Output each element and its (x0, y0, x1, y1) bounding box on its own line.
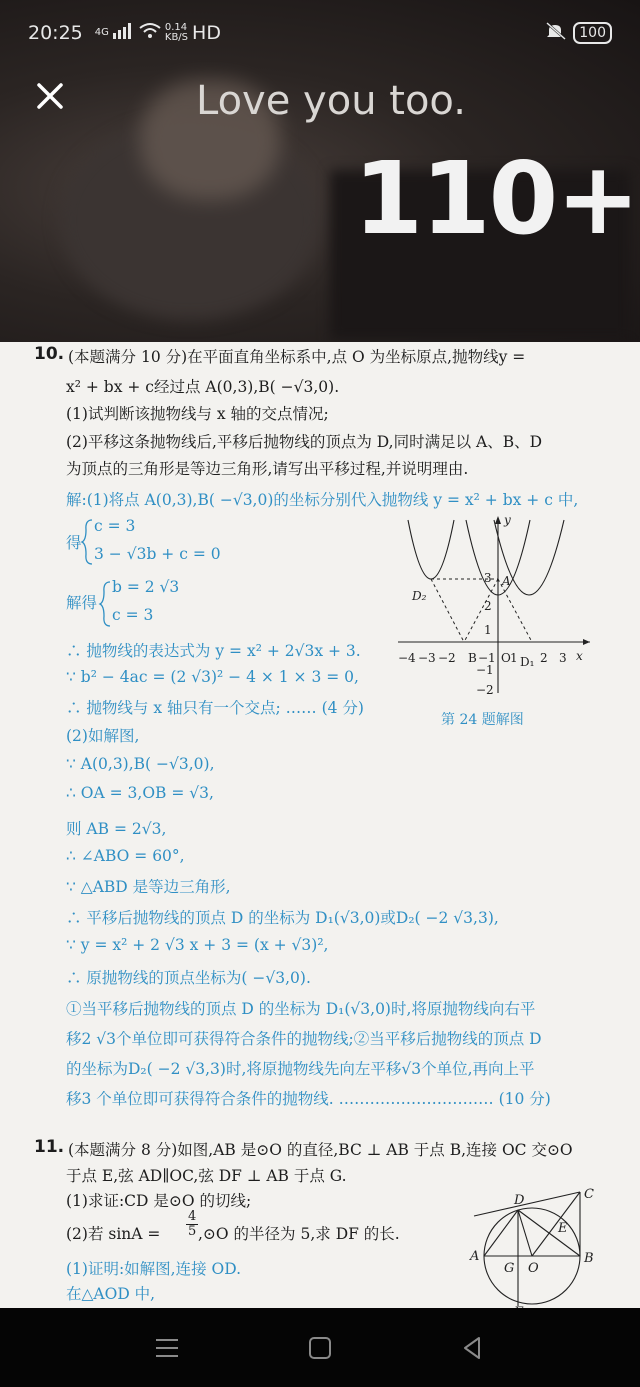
solution-text: ∵ b² − 4ac = (2 √3)² − 4 × 1 × 3 = 0, (66, 668, 359, 686)
point-label-d: D (514, 1193, 525, 1208)
point-label-g: G (504, 1261, 515, 1276)
point-label-b: B (584, 1251, 594, 1266)
y-tick: −1 (476, 663, 494, 677)
mute-icon (545, 22, 567, 45)
point-label-b: B (468, 651, 477, 665)
y-tick: −2 (476, 683, 494, 697)
network-type: 4G (94, 27, 109, 38)
hd-indicator: HD (192, 22, 221, 44)
solution-text: ∴ 抛物线的表达式为 y = x² + 2√3x + 3. (66, 642, 361, 660)
solution-text: ∴ 原抛物线的顶点坐标为( −√3,0). (66, 969, 311, 987)
parabola-d2 (408, 520, 454, 579)
home-icon (303, 1332, 337, 1364)
question-text: (本题满分 8 分)如图,AB 是⊙O 的直径,BC ⊥ AB 于点 B,连接 OC 交⊙O (68, 1141, 573, 1159)
wifi-icon (139, 22, 161, 44)
question-text: (1)求证:CD 是⊙O 的切线; (66, 1192, 252, 1210)
solution-text: 移3 个单位即可获得符合条件的抛物线. ………………………… (10 分) (66, 1090, 551, 1108)
solution-text: (2)如解图, (66, 727, 140, 745)
status-right (545, 22, 612, 45)
brace (98, 580, 112, 628)
solution-text: ∵ △ABD 是等边三角形, (66, 878, 231, 896)
question-number: 11. (34, 1137, 65, 1157)
point-label-d1: D₁ (520, 655, 535, 669)
document-page (0, 342, 640, 1308)
like-count: 110+ (353, 140, 638, 257)
story-caption: Love you too. (196, 78, 466, 124)
solution-text: (1)证明:如解图,连接 OD. (66, 1260, 242, 1278)
story-background (0, 0, 640, 342)
close-icon (30, 76, 70, 116)
question-text: (2)若 sinA = (66, 1225, 161, 1243)
back-icon (455, 1332, 489, 1364)
back-button[interactable] (455, 1332, 489, 1364)
y-tick: 3 (484, 571, 492, 585)
solution-text: 解:(1)将点 A(0,3),B( −√3,0)的坐标分别代入抛物线 y = x² + bx + c 中, (66, 491, 579, 509)
home-button[interactable] (303, 1332, 337, 1364)
brace (80, 518, 94, 566)
solution-text: 得 (66, 534, 82, 552)
x-tick: −3 (418, 651, 436, 665)
dashed-line (498, 579, 532, 642)
status-time: 20:25 (28, 22, 83, 44)
status-bar (28, 18, 612, 48)
signal-icon (113, 22, 131, 44)
solution-text: c = 3 (94, 517, 136, 535)
x-tick: 3 (559, 651, 567, 665)
point-label-o: O (528, 1261, 539, 1276)
fraction: 4 5 (188, 1209, 197, 1239)
point-label-a: A (502, 574, 511, 588)
solution-text: 的坐标为D₂( −2 √3,3)时,将原抛物线先向左平移√3个单位,再向上平 (66, 1060, 535, 1078)
question-text: (1)试判断该抛物线与 x 轴的交点情况; (66, 405, 329, 423)
solution-text: b = 2 √3 (112, 578, 180, 596)
solution-text: ∴ OA = 3,OB = √3, (66, 784, 214, 802)
navigation-bar (0, 1308, 640, 1387)
solution-text: ①当平移后抛物线的顶点 D 的坐标为 D₁(√3,0)时,将原抛物线向右平 (66, 1000, 536, 1018)
solution-text: ∴ 平移后抛物线的顶点 D 的坐标为 D₁(√3,0)或D₂( −2 √3,3), (66, 909, 499, 927)
solution-text: 移2 √3个单位即可获得符合条件的抛物线;②当平移后抛物线的顶点 D (66, 1030, 542, 1048)
solution-text: 则 AB = 2√3, (66, 820, 167, 838)
x-axis-label: x (576, 649, 583, 663)
question-text: x² + bx + c经过点 A(0,3),B( −√3,0). (66, 378, 340, 396)
close-button[interactable] (30, 76, 70, 116)
x-tick: 1 (510, 651, 518, 665)
dashed-line (431, 579, 464, 642)
dashed-line (464, 579, 498, 642)
point-label-a: A (470, 1249, 480, 1264)
point-label-o: O (501, 651, 511, 665)
solution-text: ∴ ∠ABO = 60°, (66, 847, 185, 865)
point-label-e: E (558, 1221, 568, 1236)
x-tick: −1 (478, 651, 496, 665)
recent-apps-button[interactable] (150, 1334, 184, 1362)
y-axis-label: y (504, 513, 511, 527)
figure-caption: 第 24 题解图 (441, 712, 524, 728)
y-tick: 2 (484, 599, 492, 613)
point-label-c: C (584, 1187, 594, 1202)
battery-indicator: 100 (573, 22, 612, 44)
solution-text: ∵ A(0,3),B( −√3,0), (66, 755, 215, 773)
question-text: (2)平移这条抛物线后,平移后抛物线的顶点为 D,同时满足以 A、B、D (66, 433, 543, 451)
y-tick: 1 (484, 623, 492, 637)
net-speed: 0.14 KB/S (164, 22, 189, 43)
solution-text: 解得 (66, 594, 98, 612)
x-tick: 2 (540, 651, 548, 665)
solution-text: 3 − √3b + c = 0 (94, 545, 221, 563)
question-text: ,⊙O 的半径为 5,求 DF 的长. (198, 1225, 400, 1243)
solution-text: ∴ 抛物线与 x 轴只有一个交点; …… (4 分) (66, 699, 364, 717)
point-label-d2: D₂ (412, 589, 427, 603)
solution-text: 在△AOD 中, (66, 1285, 156, 1303)
question-text: 于点 E,弦 AD∥OC,弦 DF ⊥ AB 于点 G. (66, 1167, 347, 1185)
solution-text: c = 3 (112, 606, 154, 624)
x-tick: −4 (398, 651, 416, 665)
x-tick: −2 (438, 651, 456, 665)
circle-figure (468, 1184, 608, 1308)
solution-text: ∵ y = x² + 2 √3 x + 3 = (x + √3)², (66, 936, 329, 954)
question-text: (本题满分 10 分)在平面直角坐标系中,点 O 为坐标原点,抛物线y = (68, 348, 526, 366)
menu-icon (150, 1334, 184, 1362)
question-number: 10. (34, 344, 65, 364)
parabola-figure (394, 510, 594, 695)
question-text: 为顶点的三角形是等边三角形,请写出平移过程,并说明理由. (66, 460, 469, 478)
